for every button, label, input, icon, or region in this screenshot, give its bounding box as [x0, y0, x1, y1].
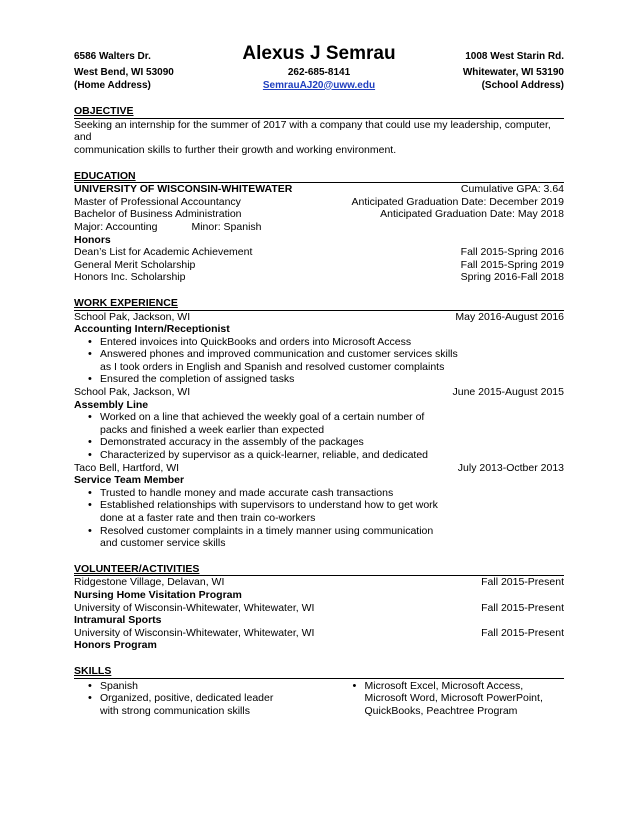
volunteer-place: University of Wisconsin-Whitewater, Whitewater, WI [74, 601, 315, 614]
job-role: Accounting Intern/Receptionist [74, 323, 230, 336]
honor-name: General Merit Scholarship [74, 258, 196, 271]
volunteer-role: Honors Program [74, 639, 157, 652]
job-bullet-list [74, 336, 564, 386]
honor-date: Fall 2015-Spring 2016 [460, 246, 564, 259]
skills-list-right [337, 680, 565, 718]
volunteer-row [74, 602, 564, 615]
header-second-row [74, 67, 564, 80]
volunteer-role: Nursing Home Visitation Program [74, 588, 242, 601]
honor-date: Fall 2015-Spring 2019 [460, 258, 564, 271]
honor-name: Honors Inc. Scholarship [74, 271, 186, 284]
skill-item: • Spanish [96, 680, 337, 693]
honor-row [74, 259, 564, 272]
minor: Minor: Spanish [191, 220, 262, 233]
home-city: West Bend, WI 53090 [74, 67, 174, 78]
job-header-row [74, 462, 564, 475]
job-bullet-list [74, 487, 564, 550]
school-street: 1008 West Starin Rd. [465, 51, 564, 62]
skill-item: • Microsoft Excel, Microsoft Access, Microsoft Word, Microsoft PowerPoint, QuickBooks, Peachtree Program [361, 680, 565, 718]
header-third-row [74, 80, 564, 93]
work-experience-heading: WORK EXPERIENCE [74, 297, 564, 311]
honors-heading: Honors [74, 233, 111, 246]
skills-heading: SKILLS [74, 665, 564, 679]
job-role: Assembly Line [74, 398, 149, 411]
honor-row [74, 271, 564, 284]
volunteer-place: Ridgestone Village, Delavan, WI [74, 576, 225, 589]
volunteer-date: Fall 2015-Present [481, 601, 564, 614]
candidate-name: Alexus J Semrau [242, 43, 396, 64]
education-heading: EDUCATION [74, 170, 564, 184]
major-minor-row [74, 221, 564, 234]
job-bullet: • Characterized by supervisor as a quick-learner, reliable, and dedicated [96, 449, 564, 462]
job-bullet: • Demonstrated accuracy in the assembly of the packages [96, 436, 564, 449]
volunteer-row [74, 576, 564, 589]
honor-row [74, 246, 564, 259]
degree-date: Anticipated Graduation Date: May 2018 [380, 208, 564, 221]
job-bullet: • Established relationships with supervisors to understand how to get work done at a faster rate and then train co-workers [96, 499, 564, 524]
header-top-row [74, 44, 564, 67]
job-date: July 2013-Octber 2013 [457, 461, 564, 474]
honor-date: Spring 2016-Fall 2018 [460, 271, 564, 284]
objective-line-2: communication skills to further their growth and working environment. [74, 143, 397, 156]
skills-list-left [74, 680, 337, 718]
volunteer-date: Fall 2015-Present [481, 576, 564, 589]
skills-columns [74, 680, 564, 718]
school-city: Whitewater, WI 53190 [462, 67, 564, 78]
job-employer: School Pak, Jackson, WI [74, 310, 191, 323]
resume-page [74, 44, 564, 717]
volunteer-role: Intramural Sports [74, 614, 162, 627]
phone-number: 262-685-8141 [287, 67, 351, 78]
school-address-label: (School Address) [481, 79, 564, 91]
volunteer-place: University of Wisconsin-Whitewater, Whitewater, WI [74, 626, 315, 639]
education-school-row [74, 183, 564, 196]
volunteer-date: Fall 2015-Present [481, 626, 564, 639]
job-bullet: • Worked on a line that achieved the weekly goal of a certain number of packs and finished a week earlier than expected [96, 411, 564, 436]
degree-date: Anticipated Graduation Date: December 2019 [351, 195, 564, 208]
job-employer: School Pak, Jackson, WI [74, 386, 191, 399]
job-bullet: • Entered invoices into QuickBooks and orders into Microsoft Access [96, 336, 564, 349]
volunteer-row [74, 627, 564, 640]
job-bullet-list [74, 411, 564, 461]
job-header-row [74, 311, 564, 324]
degree-row [74, 196, 564, 209]
major: Major: Accounting [74, 220, 158, 233]
degree-name: Master of Professional Accountancy [74, 195, 241, 208]
gpa: Cumulative GPA: 3.64 [460, 183, 564, 196]
job-bullet: • Ensured the completion of assigned tasks [96, 373, 564, 386]
degree-name: Bachelor of Business Administration [74, 208, 242, 221]
job-date: June 2015-August 2015 [452, 386, 564, 399]
job-header-row [74, 386, 564, 399]
school-name: UNIVERSITY OF WISCONSIN-WHITEWATER [74, 183, 293, 196]
objective-heading: OBJECTIVE [74, 105, 564, 119]
home-street: 6586 Walters Dr. [74, 51, 151, 62]
skill-item: • Organized, positive, dedicated leader with strong communication skills [96, 692, 337, 717]
honor-name: Dean’s List for Academic Achievement [74, 246, 253, 259]
job-bullet: • Trusted to handle money and made accurate cash transactions [96, 487, 564, 500]
job-bullet: • Answered phones and improved communication and customer services skills as I took orders in English and Spanish and resolved customer complaints [96, 348, 564, 373]
job-bullet: • Resolved customer complaints in a timely manner using communication and customer service skills [96, 525, 564, 550]
email-link[interactable]: SemrauAJ20@uww.edu [262, 79, 376, 91]
job-role: Service Team Member [74, 474, 185, 487]
volunteer-heading: VOLUNTEER/ACTIVITIES [74, 563, 564, 577]
degree-row [74, 208, 564, 221]
job-date: May 2016-August 2016 [455, 310, 564, 323]
objective-line-1: Seeking an internship for the summer of 2017 with a company that could use my leadership, computer, and [74, 118, 551, 144]
job-employer: Taco Bell, Hartford, WI [74, 461, 180, 474]
home-address-label: (Home Address) [74, 79, 151, 91]
